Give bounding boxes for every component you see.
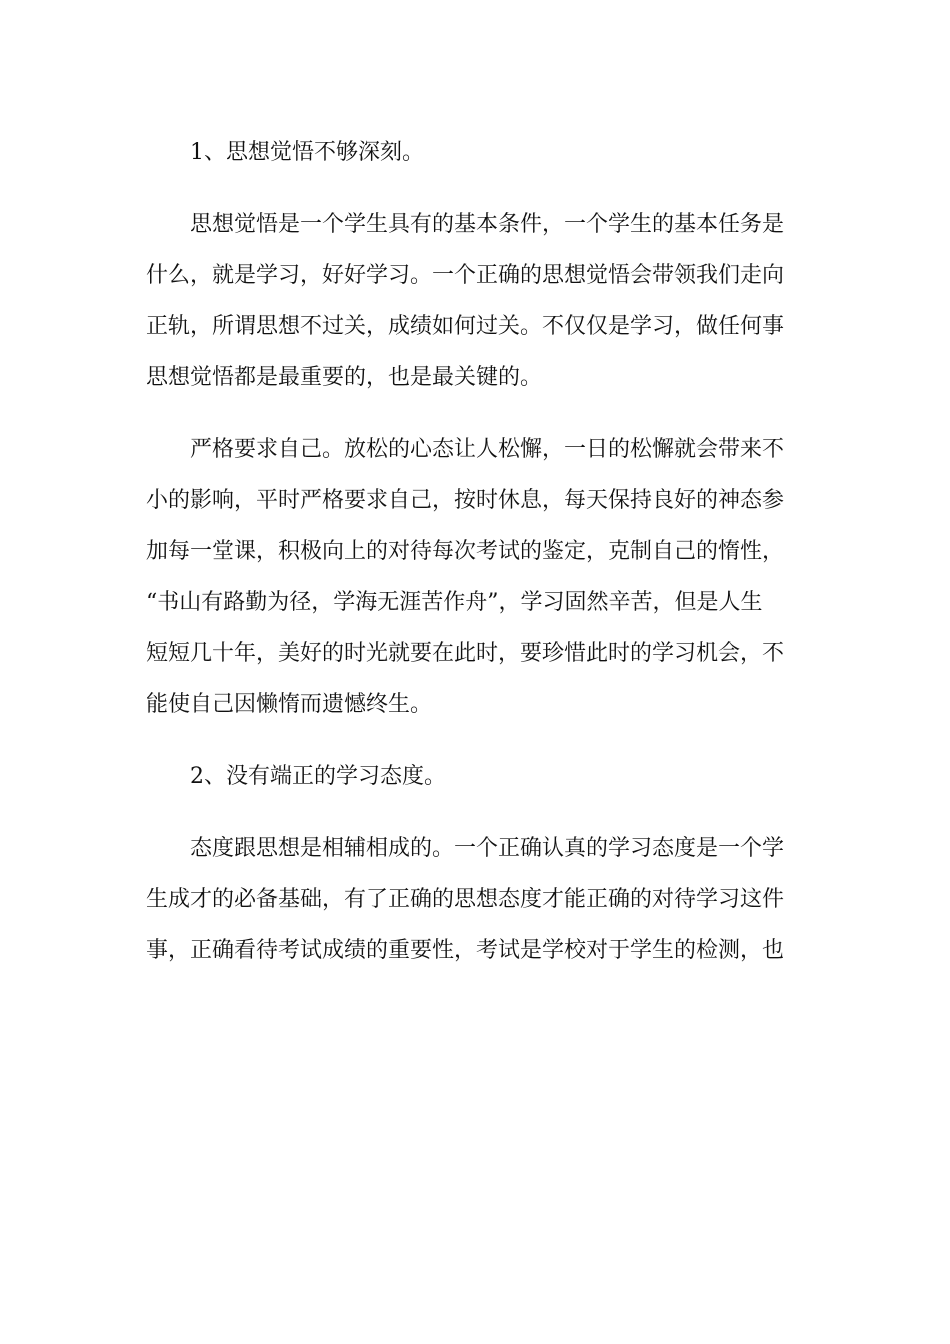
text-line: 思想觉悟是一个学生具有的基本条件，一个学生的基本任务是: [190, 212, 785, 237]
paragraph-heading-1: [146, 127, 806, 178]
document-body: [146, 127, 806, 997]
paragraph-strict-self: [146, 424, 806, 730]
text-line: 什么，就是学习，好好学习。一个正确的思想觉悟会带领我们走向: [146, 263, 785, 288]
heading-line: 2、没有端正的学习态度。: [190, 764, 446, 789]
text-line: “书山有路勤为径，学海无涯苦作舟”，学习固然辛苦，但是人生: [146, 590, 763, 615]
text-line: 生成才的必备基础，有了正确的思想态度才能正确的对待学习这件: [146, 887, 785, 912]
text-line: 加每一堂课，积极向上的对待每次考试的鉴定，克制自己的惰性，: [146, 539, 785, 564]
text-line: 事，正确看待考试成绩的重要性，考试是学校对于学生的检测，也: [146, 938, 785, 963]
text-line: 正轨，所谓思想不过关，成绩如何过关。不仅仅是学习，做任何事: [146, 314, 785, 339]
text-line: 小的影响，平时严格要求自己，按时休息，每天保持良好的神态参: [146, 488, 785, 513]
text-line: 严格要求自己。放松的心态让人松懈，一日的松懈就会带来不: [190, 437, 785, 462]
paragraph-thought-awareness: [146, 199, 806, 403]
paragraph-attitude: [146, 823, 806, 976]
heading-line: 1、思想觉悟不够深刻。: [190, 140, 424, 165]
paragraph-heading-2: [146, 751, 806, 802]
text-line: 思想觉悟都是最重要的，也是最关键的。: [146, 365, 543, 390]
text-line: 能使自己因懒惰而遗憾终生。: [146, 692, 433, 717]
text-line: 短短几十年，美好的时光就要在此时，要珍惜此时的学习机会，不: [146, 641, 785, 666]
text-line: 态度跟思想是相辅相成的。一个正确认真的学习态度是一个学: [190, 836, 785, 861]
